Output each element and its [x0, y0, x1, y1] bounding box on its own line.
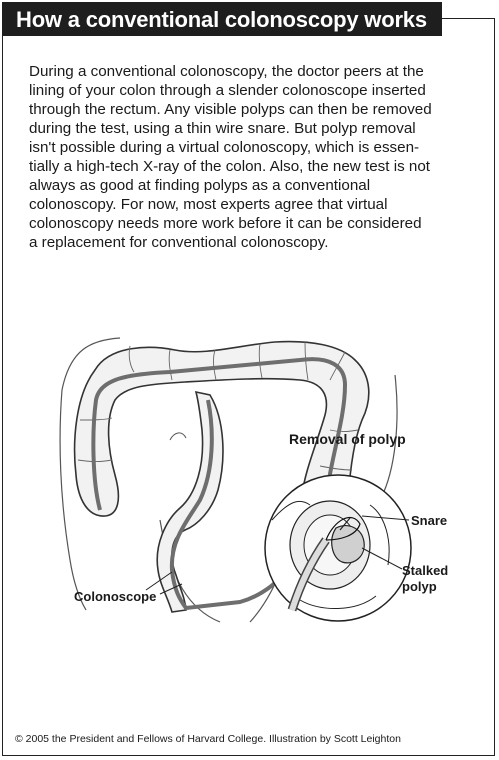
body-paragraph [29, 62, 469, 252]
page-title: How a conventional colonoscopy works [2, 2, 442, 36]
snare-label: Snare [411, 513, 448, 528]
polyp-label: polyp [402, 579, 437, 594]
body-line: through the rectum. Any visible polyps can then be removed [29, 101, 432, 118]
body-line: colonoscopy needs more work before it can be considered [29, 215, 422, 232]
body-line: During a conventional colonoscopy, the doctor peers at the [29, 63, 424, 80]
body-line: a replacement for conventional colonoscopy. [29, 234, 329, 251]
body-line: always as good at finding polyps as a conventional [29, 177, 371, 194]
title-tab-corner [442, 2, 495, 19]
body-line: lining of your colon through a slender colonoscope inserted [29, 82, 426, 99]
inset-title: Removal of polyp [289, 431, 406, 447]
body-line: colonoscopy. For now, most experts agree that virtual [29, 196, 388, 213]
stalked-label: Stalked [402, 563, 449, 578]
body-line: isn't possible during a virtual colonoscopy, which is essen- [29, 139, 420, 156]
body-line: tially a high-tech X-ray of the colon. Also, the new test is not [29, 158, 430, 175]
body-line: during the test, using a thin wire snare. But polyp removal [29, 120, 416, 137]
colonoscope-label: Colonoscope [74, 589, 157, 604]
footer-credit: © 2005 the President and Fellows of Harvard College. Illustration by Scott Leighton [15, 733, 401, 745]
